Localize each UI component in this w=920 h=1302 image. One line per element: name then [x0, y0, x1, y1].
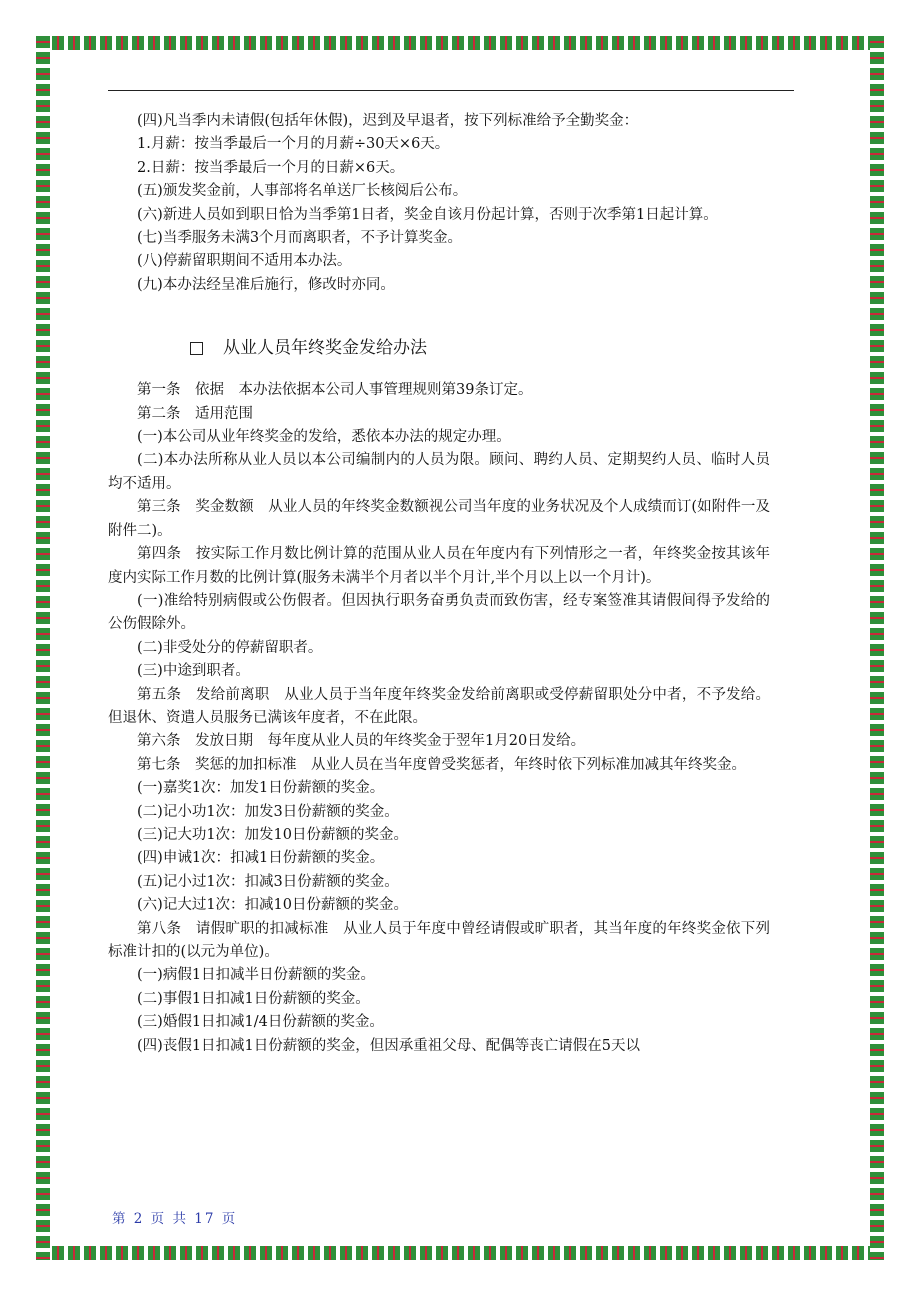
paragraph: (四)丧假1日扣减1日份薪额的奖金，但因承重祖父母、配偶等丧亡请假在5天以	[137, 1037, 640, 1054]
article: 第八条 请假旷职的扣减标准 从业人员于年度中曾经请假或旷职者，其当年度的年终奖金依下列标准计扣的(以元为单位)。	[108, 920, 770, 960]
paragraph: (五)颁发奖金前，人事部将名单送厂长核阅后公布。	[137, 183, 468, 200]
decorative-border-top	[36, 36, 884, 50]
paragraph: (四)申诫1次：扣减1日份薪额的奖金。	[137, 850, 385, 867]
heading-gap	[108, 361, 770, 379]
paragraph: (三)记大功1次：加发10日份薪额的奖金。	[137, 826, 408, 843]
article: 第七条 奖惩的加扣标准 从业人员在当年度曾受奖惩者，年终时依下列标准加减其年终奖金。	[137, 756, 746, 773]
article: 第五条 发给前离职 从业人员于当年度年终奖金发给前离职或受停薪留职处分中者，不予发给。但退休、资遣人员服务已满该年度者，不在此限。	[108, 686, 770, 726]
page-number: 第 2 页 共 17 页	[112, 1211, 238, 1227]
checkbox-icon	[190, 342, 203, 355]
paragraph: (六)新进人员如到职日恰为当季第1日者，奖金自该月份起计算，否则于次季第1日起计算。	[137, 206, 718, 223]
paragraph: (二)记小功1次：加发3日份薪额的奖金。	[137, 803, 399, 820]
header-rule	[108, 90, 794, 91]
paragraph: (一)本公司从业年终奖金的发给，悉依本办法的规定办理。	[137, 429, 511, 446]
decorative-border-bottom	[36, 1246, 884, 1260]
paragraph: (八)停薪留职期间不适用本办法。	[137, 253, 352, 270]
paragraph: (二)本办法所称从业人员以本公司编制内的人员为限。顾问、聘约人员、定期契约人员、临时人员均不适用。	[108, 452, 770, 492]
paragraph: (七)当季服务未满3个月而离职者，不予计算奖金。	[137, 230, 463, 247]
paragraph: 1.月薪：按当季最后一个月的月薪÷30天×6天。	[137, 136, 450, 153]
paragraph: (三)婚假1日扣减1/4日份薪额的奖金。	[137, 1014, 384, 1031]
section-heading	[108, 335, 770, 361]
paragraph: (一)准给特别病假或公伤假者。但因执行职务奋勇负责而致伤害，经专案签准其请假间得予发给的公伤假除外。	[108, 592, 770, 633]
paragraph: (六)记大过1次：扣减10日份薪额的奖金。	[137, 897, 408, 914]
decorative-border-right	[870, 36, 884, 1260]
paragraph: (九)本办法经呈准后施行，修改时亦同。	[137, 276, 395, 293]
decorative-border-left	[36, 36, 50, 1260]
paragraph: (二)事假1日扣减1日份薪额的奖金。	[137, 990, 370, 1007]
article: 第一条 依据 本办法依据本公司人事管理规则第39条订定。	[137, 382, 533, 399]
document-body	[108, 110, 770, 1058]
section-gap	[108, 297, 770, 335]
paragraph: (四)凡当季内未请假(包括年休假)，迟到及早退者，按下列标准给予全勤奖金：	[137, 113, 639, 129]
article: 第二条 适用范围	[137, 405, 253, 422]
paragraph: (五)记小过1次：扣减3日份薪额的奖金。	[137, 873, 399, 890]
paragraph: (一)嘉奖1次：加发1日份薪额的奖金。	[137, 780, 385, 797]
paragraph: 2.日薪：按当季最后一个月的日薪×6天。	[137, 159, 405, 176]
article: 第四条 按实际工作月数比例计算的范围从业人员在年度内有下列情形之一者，年终奖金按其该年度内实际工作月数的比例计算(服务未满半个月者以半个月计,半个月以上以一个月计)。	[108, 546, 770, 586]
paragraph: (二)非受处分的停薪留职者。	[137, 639, 323, 656]
section-1	[108, 110, 770, 297]
section-2	[108, 379, 770, 1058]
article: 第六条 发放日期 每年度从业人员的年终奖金于翌年1月20日发给。	[137, 733, 586, 750]
paragraph: (三)中途到职者。	[137, 663, 250, 680]
paragraph: (一)病假1日扣减半日份薪额的奖金。	[137, 967, 376, 984]
article: 第三条 奖金数额 从业人员的年终奖金数额视公司当年度的业务状况及个人成绩而订(如附件一及附件二)。	[108, 499, 770, 539]
section-title: 从业人员年终奖金发给办法	[223, 338, 427, 359]
